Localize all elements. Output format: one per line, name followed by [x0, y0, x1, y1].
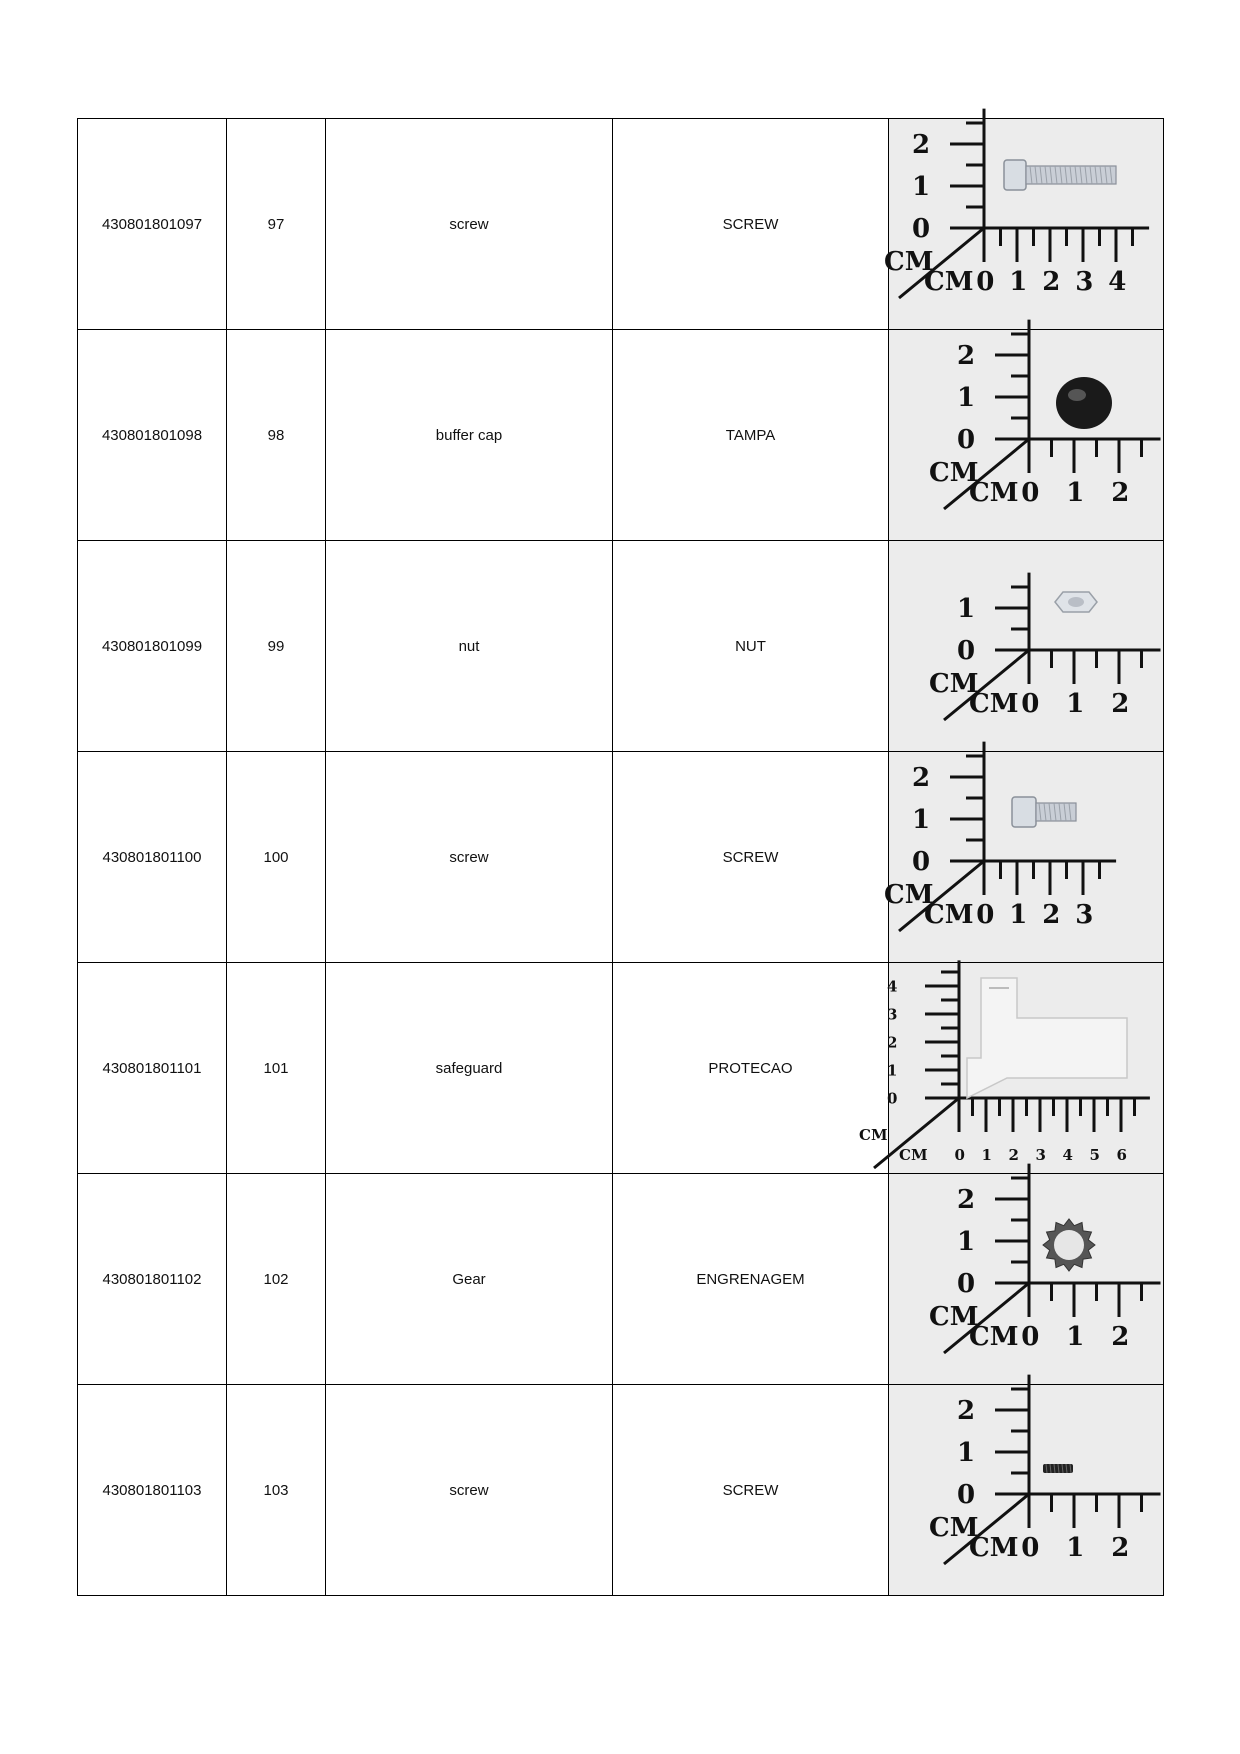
scale-y-label: 2 [912, 129, 931, 160]
scale-x-label: 1 [1009, 266, 1028, 297]
part-number-cell: 103 [227, 1385, 326, 1596]
scale-x-label: 3 [1075, 266, 1094, 297]
cm-scale-ruler [884, 120, 1160, 329]
scale-cm-label: CM [969, 477, 1019, 508]
scale-cm-label: CM [929, 1512, 979, 1543]
scale-cm-label: CM [924, 899, 974, 930]
scale-y-label: 4 [887, 976, 898, 995]
part-photo [889, 541, 1164, 752]
scale-y-label: 2 [912, 762, 931, 793]
scale-y-label: 2 [957, 1184, 976, 1215]
part-name-en-cell: safeguard [326, 963, 613, 1174]
part-number-cell: 97 [227, 119, 326, 330]
cm-scale-ruler [889, 1386, 1160, 1595]
scale-y-label: 0 [957, 424, 976, 455]
scale-cm-label: CM [969, 1532, 1019, 1563]
scale-y-label: 1 [957, 1226, 976, 1257]
scale-y-label: 2 [957, 340, 976, 371]
part-photo [889, 1385, 1164, 1596]
screw-short-icon [1012, 797, 1076, 827]
part-name-pt-cell: NUT [613, 541, 889, 752]
part-photo [884, 119, 1164, 330]
part-code-cell: 430801801102 [78, 1174, 227, 1385]
scale-cm-label: CM [929, 1301, 979, 1332]
scale-x-label: 0 [1021, 477, 1040, 508]
part-code-cell: 430801801097 [78, 119, 227, 330]
cm-scale-ruler [889, 542, 1160, 751]
scale-y-label: 1 [912, 171, 931, 202]
scale-y-label: 1 [957, 382, 976, 413]
scale-x-label: 2 [1042, 266, 1061, 297]
scale-y-label: 0 [957, 1268, 976, 1299]
scale-x-label: 2 [1008, 1145, 1019, 1164]
part-name-pt-cell: SCREW [613, 1385, 889, 1596]
scale-y-label: 0 [957, 1479, 976, 1510]
part-name-pt-cell: ENGRENAGEM [613, 1174, 889, 1385]
table-row [78, 541, 1164, 752]
hex-nut-icon [1055, 592, 1097, 612]
scale-y-label: 0 [887, 1088, 898, 1107]
scale-x-label: 6 [1116, 1145, 1127, 1164]
scale-y-label: 0 [912, 213, 931, 244]
part-name-en-cell: screw [326, 752, 613, 963]
scale-cm-label: CM [929, 457, 979, 488]
scale-x-label: 2 [1042, 899, 1061, 930]
scale-x-label: 0 [976, 899, 995, 930]
gear-washer-icon [1043, 1219, 1095, 1271]
part-number-cell: 102 [227, 1174, 326, 1385]
table-row [78, 1385, 1164, 1596]
scale-x-label: 1 [1066, 1321, 1085, 1352]
scale-y-label: 0 [957, 635, 976, 666]
scale-y-label: 2 [887, 1032, 898, 1051]
parts-table [77, 118, 1164, 1596]
table-row [78, 963, 1164, 1174]
part-number-cell: 101 [227, 963, 326, 1174]
set-screw-icon [1043, 1464, 1073, 1473]
scale-y-label: 1 [957, 593, 976, 624]
part-code-cell: 430801801100 [78, 752, 227, 963]
scale-x-label: 1 [1066, 1532, 1085, 1563]
scale-y-label: 1 [887, 1060, 898, 1079]
scale-x-label: 2 [1111, 688, 1130, 719]
cm-scale-ruler [889, 331, 1160, 540]
scale-x-label: 3 [1035, 1145, 1046, 1164]
scale-x-label: 0 [976, 266, 995, 297]
table-row [78, 330, 1164, 541]
cm-scale-ruler [889, 1175, 1160, 1384]
scale-x-label: 1 [1009, 899, 1028, 930]
scale-y-label: 1 [912, 804, 931, 835]
scale-cm-label: CM [969, 688, 1019, 719]
scale-x-label: 2 [1111, 1321, 1130, 1352]
table-row [78, 752, 1164, 963]
part-photo [889, 330, 1164, 541]
part-number-cell: 99 [227, 541, 326, 752]
scale-cm-label: CM [884, 879, 934, 910]
cm-scale-ruler [859, 964, 1160, 1173]
scale-y-label: 1 [957, 1437, 976, 1468]
cm-scale-ruler [884, 753, 1160, 962]
part-name-pt-cell: PROTECAO [613, 963, 889, 1174]
scale-x-label: 0 [954, 1145, 965, 1164]
scale-y-label: 3 [887, 1004, 898, 1023]
scale-cm-label: CM [899, 1145, 928, 1164]
scale-x-label: 1 [1066, 688, 1085, 719]
part-name-en-cell: screw [326, 1385, 613, 1596]
part-number-cell: 100 [227, 752, 326, 963]
part-number-cell: 98 [227, 330, 326, 541]
part-code-cell: 430801801098 [78, 330, 227, 541]
part-photo [889, 1174, 1164, 1385]
black-cap-icon [1056, 377, 1112, 429]
part-name-en-cell: nut [326, 541, 613, 752]
clear-guard-icon [967, 978, 1127, 1098]
scale-x-label: 1 [981, 1145, 992, 1164]
scale-cm-label: CM [924, 266, 974, 297]
scale-x-label: 0 [1021, 1532, 1040, 1563]
scale-x-label: 4 [1108, 266, 1127, 297]
part-photo [884, 752, 1164, 963]
scale-x-label: 3 [1075, 899, 1094, 930]
table-row [78, 1174, 1164, 1385]
scale-x-label: 2 [1111, 477, 1130, 508]
scale-x-label: 0 [1021, 1321, 1040, 1352]
scale-x-label: 4 [1062, 1145, 1073, 1164]
scale-cm-label: CM [884, 246, 934, 277]
part-photo [859, 963, 1164, 1174]
part-name-en-cell: Gear [326, 1174, 613, 1385]
table-row [78, 119, 1164, 330]
screw-long-icon [1004, 160, 1116, 190]
scale-cm-label: CM [929, 668, 979, 699]
scale-y-label: 2 [957, 1395, 976, 1426]
scale-x-label: 0 [1021, 688, 1040, 719]
part-code-cell: 430801801103 [78, 1385, 227, 1596]
scale-cm-label: CM [969, 1321, 1019, 1352]
part-name-en-cell: buffer cap [326, 330, 613, 541]
part-name-pt-cell: TAMPA [613, 330, 889, 541]
scale-cm-label: CM [859, 1125, 888, 1144]
part-code-cell: 430801801101 [78, 963, 227, 1174]
scale-y-label: 0 [912, 846, 931, 877]
scale-x-label: 2 [1111, 1532, 1130, 1563]
part-name-pt-cell: SCREW [613, 119, 889, 330]
part-code-cell: 430801801099 [78, 541, 227, 752]
scale-x-label: 5 [1089, 1145, 1100, 1164]
part-name-pt-cell: SCREW [613, 752, 889, 963]
scale-x-label: 1 [1066, 477, 1085, 508]
part-name-en-cell: screw [326, 119, 613, 330]
